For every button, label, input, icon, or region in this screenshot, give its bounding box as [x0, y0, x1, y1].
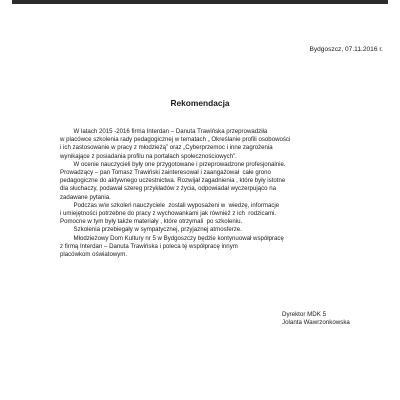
- body-line: Podczas w/w szkoleń nauczyciele zostali wyposażeni w wiedzę, informacje: [60, 201, 280, 209]
- body-line: wynikające z posiadania profilu na portalach społecznościowych”.: [60, 152, 237, 160]
- body-line: zadawane pytania.: [60, 193, 111, 201]
- body-line: i umiejętności potrzebne do pracy z wychowankami jak również z ich rodzicami.: [60, 210, 277, 218]
- recommendation-body: [60, 128, 385, 259]
- body-line: W latach 2015 -2016 firma Interdan – Danuta Trawińska przeprowadziła: [60, 128, 268, 135]
- body-line: placówkom oświatowym.: [60, 251, 128, 259]
- body-line: pedagogiczne do aktywnego uczestnictwa. Rozwijał zagadnienia , które były istotne: [60, 177, 286, 185]
- signatory-position: Dyrektor MDK 5: [282, 311, 327, 318]
- body-line: z firmą Interdan – Danuta Trawińska i poleca tę współpracę innym: [60, 242, 238, 250]
- body-line: dla słuchaczy, podawał szereg przykładów z życia, odpowiadał wyczerpująco na: [60, 185, 276, 193]
- body-line: i ich zastosowanie w pracy z młodzieżą” oraz „Cyberprzemoc i inne zagrożenia: [60, 144, 273, 152]
- signature-block: [282, 311, 350, 328]
- place-and-date: Bydgoszcz, 07.11.2016 r.: [309, 46, 383, 53]
- body-line: Prowadzący – pan Tomasz Trawiński zainteresował i zaangażował całe grono: [60, 169, 271, 177]
- body-line: Pomocne w tym były także materiały , które otrzymali po szkoleniu.: [60, 218, 243, 226]
- body-line: W ocenie nauczycieli były one przygotowane i przeprowadzone profesjonalnie.: [60, 160, 286, 168]
- top-border-rule: [12, 0, 388, 4]
- body-line: w placówce szkolenia rady pedagogicznej w tematach „ Określanie profili osobowości: [60, 136, 291, 144]
- document-title: Rekomendacja: [170, 98, 230, 108]
- body-line: Szkolenia przebiegały w sympatycznej, przyjaznej atmosferze.: [60, 226, 242, 234]
- signatory-name: Jolanta Wawrzonkowska: [282, 319, 350, 327]
- body-line: Młodzieżowy Dom Kultury nr 5 w Bydgoszczy będzie kontynuował współpracę: [60, 234, 284, 242]
